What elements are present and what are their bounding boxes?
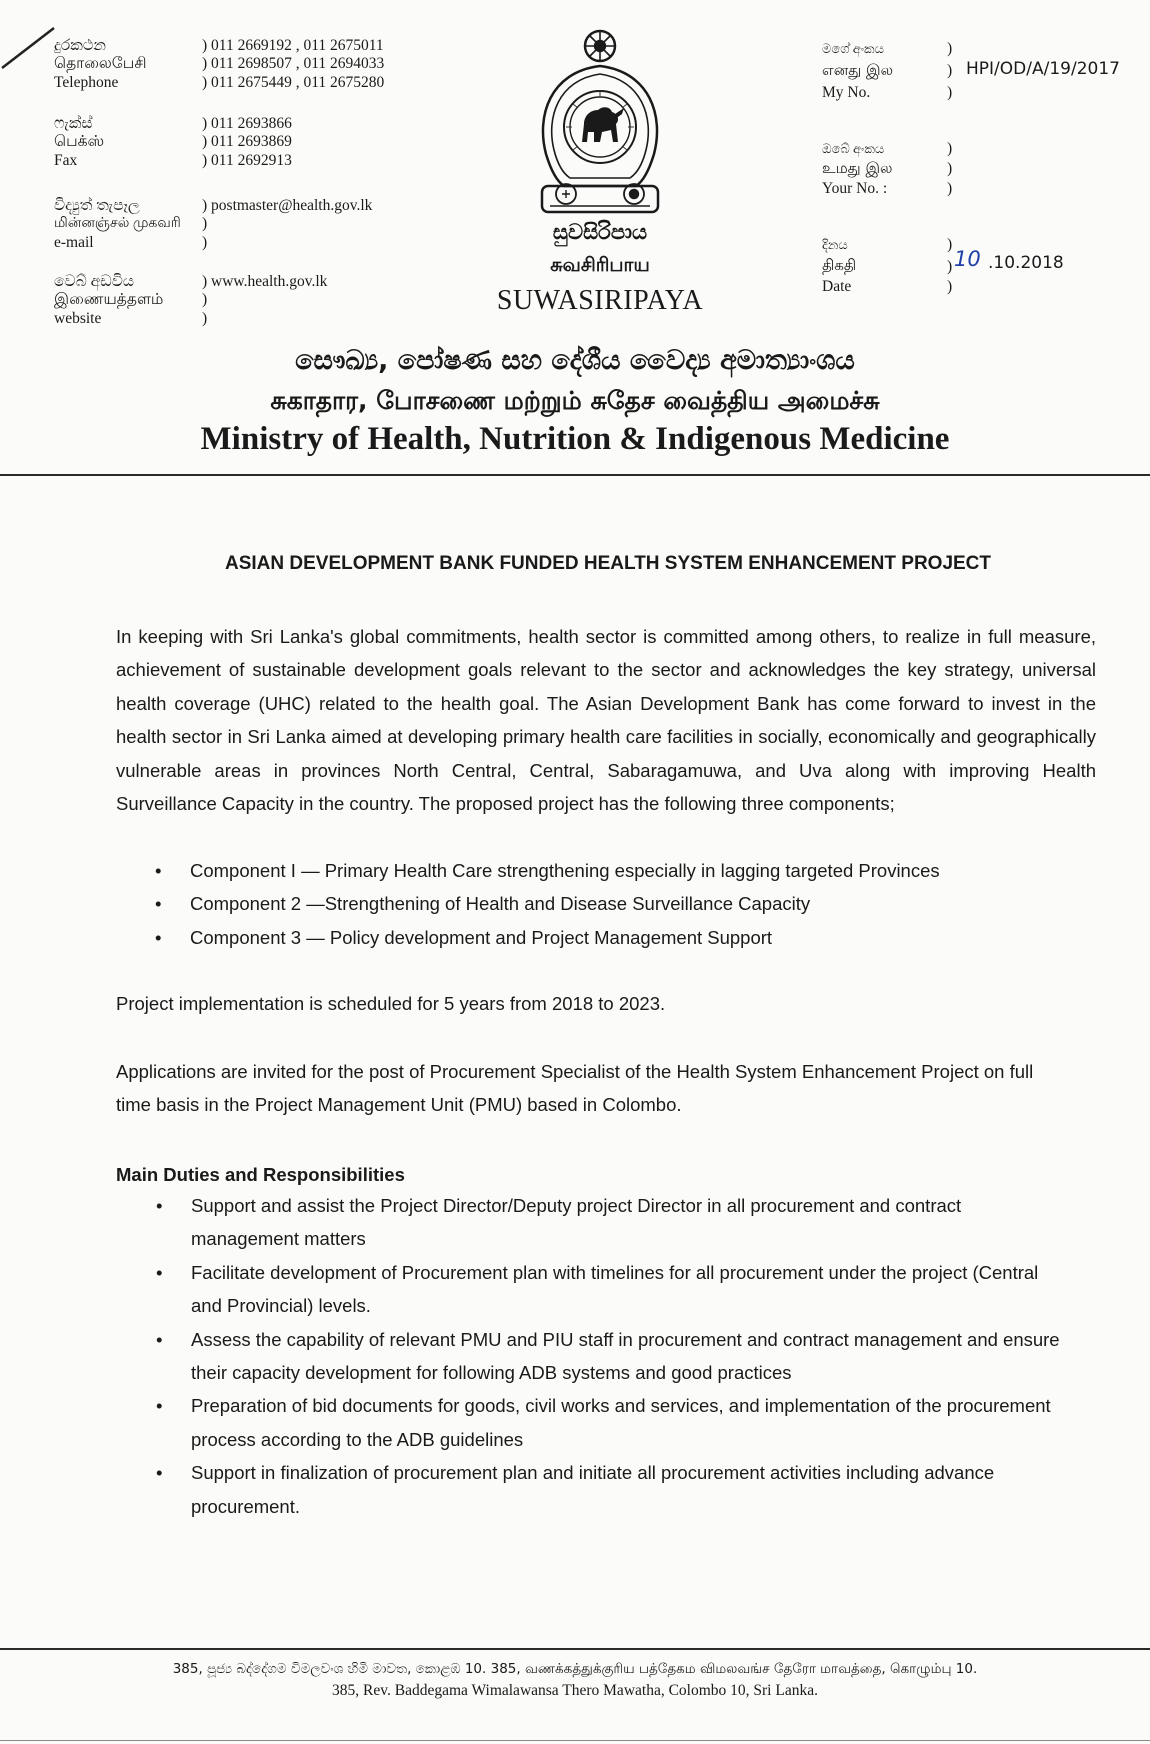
ref-label: திகதி [822, 256, 857, 274]
list-item [155, 854, 1090, 887]
reference-block [822, 40, 1142, 300]
emblem-name-tamil: சுவசிரிபாய [550, 254, 650, 276]
contact-label: website [54, 310, 102, 327]
intro-paragraph: In keeping with Sri Lanka's global commitments, health sector is committed among others, to realize in full measure, achievement of sustainable development goals relevant to the sector and acknowledges the key strategy, universal health coverage (UHC) related to the health goal. The Asian Development Bank has come forward to invest in the health sector in Sri Lanka aimed at developing primary health care facilities in socially, economically and geographically vulnerable areas in provinces North Central, Central, Sabaragamuwa, and Uva along with improving Health Surveillance Capacity in the country. The proposed project has the following three components; [116, 626, 1096, 815]
component-text: Component 2 —Strengthening of Health and Disease Surveillance Capacity [190, 893, 811, 915]
contact-label: දුරකථන [54, 37, 106, 54]
footer-address-local: 385, පූජ්‍ය බද්දේගම විමලවංශ හිමි මාවත, කොළඹ 10. 385, வணக்கத்துக்குரிய பத்தேகம விமலவங்ச தேரோ மாவத்தை, கொழும்பு 10. [172, 1661, 978, 1677]
contact-label: වෙබ් අඩවිය [54, 273, 134, 290]
footer-divider [0, 1648, 1150, 1650]
contact-value: ) 011 2693869 [202, 133, 292, 150]
list-item [156, 1189, 1071, 1256]
components-list [155, 854, 1090, 954]
list-item [156, 1389, 1071, 1456]
duty-text: Assess the capability of relevant PMU and PIU staff in procurement and contract management and ensure their capacity development for following ADB systems and good practices [191, 1328, 1060, 1384]
header-divider [0, 474, 1150, 476]
ref-label: உமது இல [822, 159, 893, 177]
your-number: ඔබේ අංකය உமது இல Your No. : ) ) ) [822, 140, 953, 197]
list-item [156, 1323, 1071, 1390]
contact-label: විද්‍යුත් තැපෑල [54, 197, 140, 214]
bullet-icon: • [156, 1195, 163, 1216]
contact-label: தொலைபேசி [54, 55, 147, 72]
ministry-name-english: Ministry of Health, Nutrition & Indigenous Medicine [200, 421, 950, 457]
component-text: Component I — Primary Health Care strengthening especially in lagging targeted Provinces [190, 860, 940, 881]
list-item [156, 1456, 1071, 1523]
contact-label: Fax [54, 152, 78, 169]
ref-label: My No. [822, 84, 871, 101]
contact-label: Telephone [54, 74, 119, 91]
contact-value: ) 011 2693866 [202, 115, 292, 132]
ref-label: දිනය [822, 237, 848, 252]
applications-paragraph: Applications are invited for the post of Procurement Specialist of the Health System Enhancement Project on full time basis in the Project Management Unit (PMU) based in Colombo. [116, 1061, 1034, 1116]
contact-label: e-mail [54, 234, 94, 251]
duties-list [156, 1189, 1071, 1523]
date-field: දිනය திகதி Date ) ) ) 10 .10.2018 [822, 236, 1064, 295]
page-bottom-edge [0, 1740, 1150, 1741]
component-text: Component 3 — Policy development and Project Management Support [190, 926, 773, 948]
contact-value: ) 011 2669192 , 011 2675011 [202, 37, 384, 54]
contact-value: ) postmaster@health.gov.lk [202, 197, 373, 214]
contact-value: ) www.health.gov.lk [202, 273, 328, 290]
contact-label: ෆැක්ස් [54, 115, 93, 132]
ref-label: Date [822, 278, 852, 295]
bullet-icon: • [156, 1261, 163, 1283]
contact-value: ) [202, 310, 208, 327]
implementation-paragraph: Project implementation is scheduled for 5 years from 2018 to 2023. [116, 993, 666, 1014]
duty-text: Support and assist the Project Director/Deputy project Director in all procurement and contract management matters [191, 1195, 962, 1250]
emblem-name-sinhala: සුවසිරිපාය [552, 220, 648, 244]
date-value: .10.2018 [988, 253, 1064, 273]
contact-value: ) 011 2698507 , 011 2694033 [202, 55, 385, 72]
list-item [155, 921, 1090, 954]
bullet-icon: • [156, 1462, 163, 1484]
contact-value: ) [202, 234, 208, 251]
list-item [155, 887, 1090, 920]
contact-value: ) 011 2692913 [202, 152, 292, 169]
bullet-icon: • [155, 860, 162, 881]
contact-value: ) 011 2675449 , 011 2675280 [202, 74, 385, 91]
pen-mark [0, 22, 60, 72]
bullet-icon: • [155, 893, 162, 915]
my-number: මගේ අංකය எனது இல My No. ) ) ) HPI/OD/A/19/2017 [822, 40, 1120, 101]
duty-text: Facilitate development of Procurement plan with timelines for all procurement under the project (Central and Provincial) levels. [191, 1261, 1039, 1317]
my-number-value: HPI/OD/A/19/2017 [966, 59, 1120, 79]
contact-block [54, 37, 474, 337]
ministry-name-sinhala: සෞඛ්‍ය, පෝෂණ සහ දේශීය වෛද්‍ය අමාත්‍යාංශය [295, 345, 855, 376]
list-item [156, 1256, 1071, 1323]
ref-label: ඔබේ අංකය [822, 141, 885, 156]
contact-label: பெக்ஸ் [54, 133, 105, 150]
contact-label: மின்னஞ்சல் முகவரி [54, 216, 181, 231]
handwritten-day: 10 [954, 247, 981, 271]
footer-address-english: 385, Rev. Baddegama Wimalawansa Thero Mawatha, Colombo 10, Sri Lanka. [332, 1682, 818, 1699]
contact-value: ) [202, 291, 208, 308]
bullet-icon: • [155, 926, 162, 948]
duty-text: Preparation of bid documents for goods, civil works and services, and implementation of the procurement process according to the ADB guidelines [191, 1395, 1051, 1450]
duties-heading: Main Duties and Responsibilities [116, 1164, 405, 1185]
bullet-icon: • [156, 1395, 163, 1417]
contact-label: இணையத்தளம் [54, 291, 164, 308]
emblem-name-english: SUWASIRIPAYA [496, 285, 704, 316]
sri-lanka-emblem [528, 24, 672, 220]
contact-value: ) [202, 215, 208, 232]
ministry-name-tamil: சுகாதார, போசணை மற்றும் சுதேச வைத்திய அமைச்சு [270, 386, 880, 415]
ref-label: Your No. : [822, 180, 888, 197]
bullet-icon: • [156, 1328, 163, 1350]
duty-text: Support in finalization of procurement plan and initiate all procurement activities including advance procurement. [191, 1462, 995, 1517]
ref-label: எனது இல [822, 61, 894, 79]
ref-label: මගේ අංකය [822, 41, 884, 56]
document-title: ASIAN DEVELOPMENT BANK FUNDED HEALTH SYSTEM ENHANCEMENT PROJECT [224, 553, 992, 574]
